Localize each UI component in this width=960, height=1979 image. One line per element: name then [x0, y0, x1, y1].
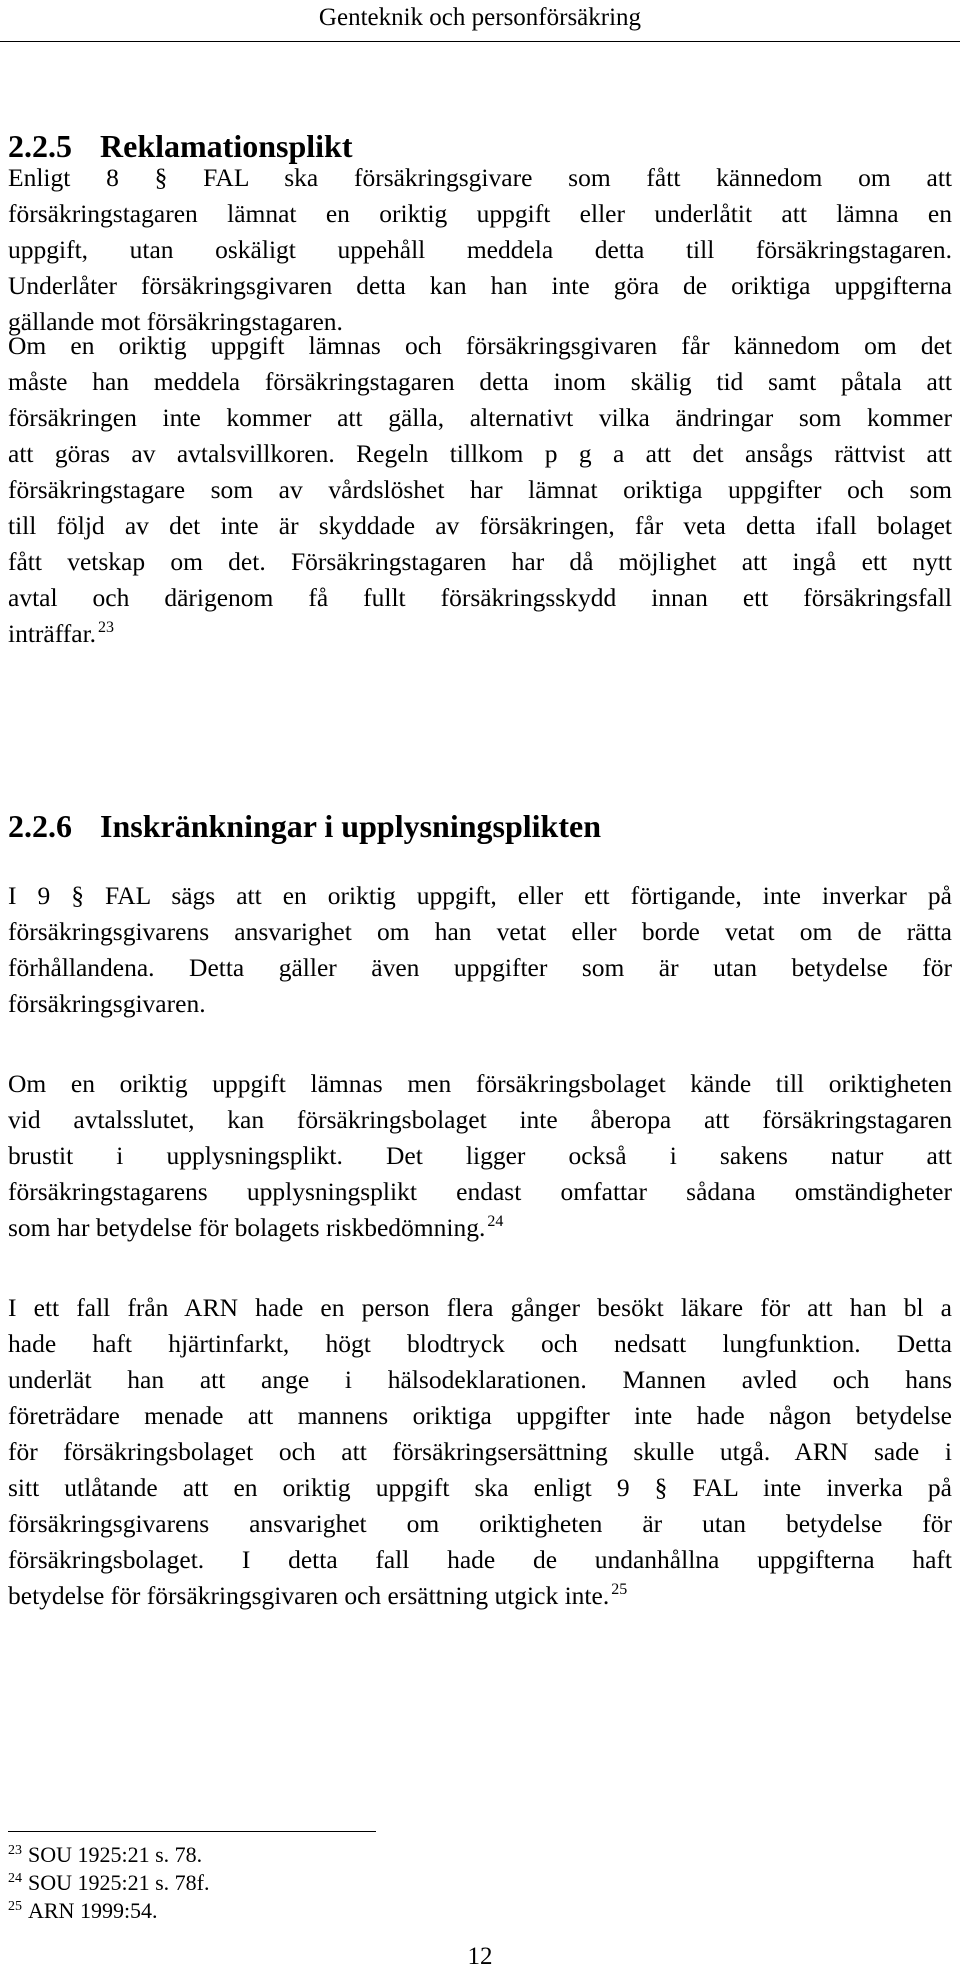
text-line: I ett fall från ARN hade en person flera gånger besökt läkare för att han bl a — [8, 1293, 952, 1322]
text-line: vid avtalsslutet, kan försäkringsbolaget inte åberopa att försäkringstagaren — [8, 1105, 952, 1134]
text-line: försäkringsgivaren. — [8, 989, 206, 1018]
text-line: brustit i upplysningsplikt. Det ligger också i sakens natur att — [8, 1141, 952, 1170]
page-number: 12 — [467, 1943, 493, 1970]
footnote — [8, 1897, 210, 1925]
text-line: förhållandena. Detta gäller även uppgifter som är utan betydelse för — [8, 953, 952, 982]
footnote-text: SOU 1925:21 s. 78. — [28, 1842, 203, 1867]
footnote-text: SOU 1925:21 s. 78f. — [28, 1870, 210, 1895]
text-line: försäkringstagare som av vårdslöshet har lämnat oriktiga uppgifter och som — [8, 475, 952, 504]
section-title: Reklamationsplikt — [100, 128, 353, 164]
text-line: betydelse för försäkringsgivaren och ersättning utgick inte. — [8, 1581, 610, 1610]
text-line: försäkringsgivarens ansvarighet om han vetat eller borde vetat om de rätta — [8, 917, 952, 946]
paragraph — [8, 878, 952, 1022]
footnote-ref: 25 — [611, 1581, 628, 1598]
footnote-ref: 23 — [98, 619, 115, 636]
footnote-number: 24 — [8, 1871, 22, 1886]
text-line-with-footnote — [8, 1578, 952, 1614]
footnote-number: 23 — [8, 1843, 22, 1858]
text-line: Om en oriktig uppgift lämnas men försäkringsbolaget kände till oriktigheten — [8, 1069, 952, 1098]
text-line: måste han meddela försäkringstagaren detta inom skälig tid samt påtala att — [8, 367, 952, 396]
section-number: 2.2.5 — [8, 128, 72, 164]
text-line: till följd av det inte är skyddade av försäkringen, får veta detta ifall bolaget — [8, 511, 952, 540]
text-line: Enligt 8 § FAL ska försäkringsgivare som fått kännedom om att — [8, 163, 952, 192]
text-line: hade haft hjärtinfarkt, högt blodtryck och nedsatt lungfunktion. Detta — [8, 1329, 952, 1358]
text-line: försäkringen inte kommer att gälla, alternativt vilka ändringar som kommer — [8, 403, 952, 432]
text-line: inträffar. — [8, 619, 97, 648]
footnote-number: 25 — [8, 1899, 22, 1914]
section-heading-2-2-6 — [8, 810, 601, 842]
text-line: Om en oriktig uppgift lämnas och försäkringsgivaren får kännedom om det — [8, 331, 952, 360]
text-line: som har betydelse för bolagets riskbedömning. — [8, 1213, 486, 1242]
footnote-text: ARN 1999:54. — [28, 1898, 158, 1923]
paragraph — [8, 1066, 952, 1246]
footnote-rule — [8, 1831, 376, 1832]
text-line: försäkringsgivarens ansvarighet om oriktigheten är utan betydelse för — [8, 1509, 952, 1538]
header-rule — [0, 41, 960, 42]
section-number: 2.2.6 — [8, 808, 72, 844]
text-line-with-footnote — [8, 616, 952, 652]
text-line: att göras av avtalsvillkoren. Regeln tillkom p g a att det ansågs rättvist att — [8, 439, 952, 468]
paragraph — [8, 1290, 952, 1614]
text-line: uppgift, utan oskäligt uppehåll meddela detta till försäkringstagaren. — [8, 235, 952, 264]
text-line: underlät han att ange i hälsodeklarationen. Mannen avled och hans — [8, 1365, 952, 1394]
text-line: Underlåter försäkringsgivaren detta kan han inte göra de oriktiga uppgifterna — [8, 271, 952, 300]
footnote — [8, 1869, 210, 1897]
text-line: avtal och därigenom få fullt försäkringsskydd innan ett försäkringsfall — [8, 583, 952, 612]
text-line: försäkringsbolaget. I detta fall hade de undanhållna uppgifterna haft — [8, 1545, 952, 1574]
running-header: Genteknik och personförsäkring — [318, 4, 642, 31]
paragraph — [8, 328, 952, 652]
text-line: gällande mot försäkringstagaren. — [8, 307, 343, 336]
text-line: företrädare menade att mannens oriktiga uppgifter inte hade någon betydelse — [8, 1401, 952, 1430]
footnote-ref: 24 — [487, 1213, 504, 1230]
text-line: sitt utlåtande att en oriktig uppgift ska enligt 9 § FAL inte inverka på — [8, 1473, 952, 1502]
text-line: försäkringstagarens upplysningsplikt endast omfattar sådana omständigheter — [8, 1177, 952, 1206]
text-line: för försäkringsbolaget och att försäkringsersättning skulle utgå. ARN sade i — [8, 1437, 952, 1466]
footnote — [8, 1841, 210, 1869]
section-title: Inskränkningar i upplysningsplikten — [100, 808, 601, 844]
text-line: försäkringstagaren lämnat en oriktig uppgift eller underlåtit att lämna en — [8, 199, 952, 228]
footnotes — [8, 1841, 210, 1925]
text-line: I 9 § FAL sägs att en oriktig uppgift, eller ett förtigande, inte inverkar på — [8, 881, 952, 910]
text-line-with-footnote — [8, 1210, 952, 1246]
text-line: fått vetskap om det. Försäkringstagaren har då möjlighet att ingå ett nytt — [8, 547, 952, 576]
section-heading-2-2-5 — [8, 130, 352, 162]
paragraph — [8, 160, 952, 340]
